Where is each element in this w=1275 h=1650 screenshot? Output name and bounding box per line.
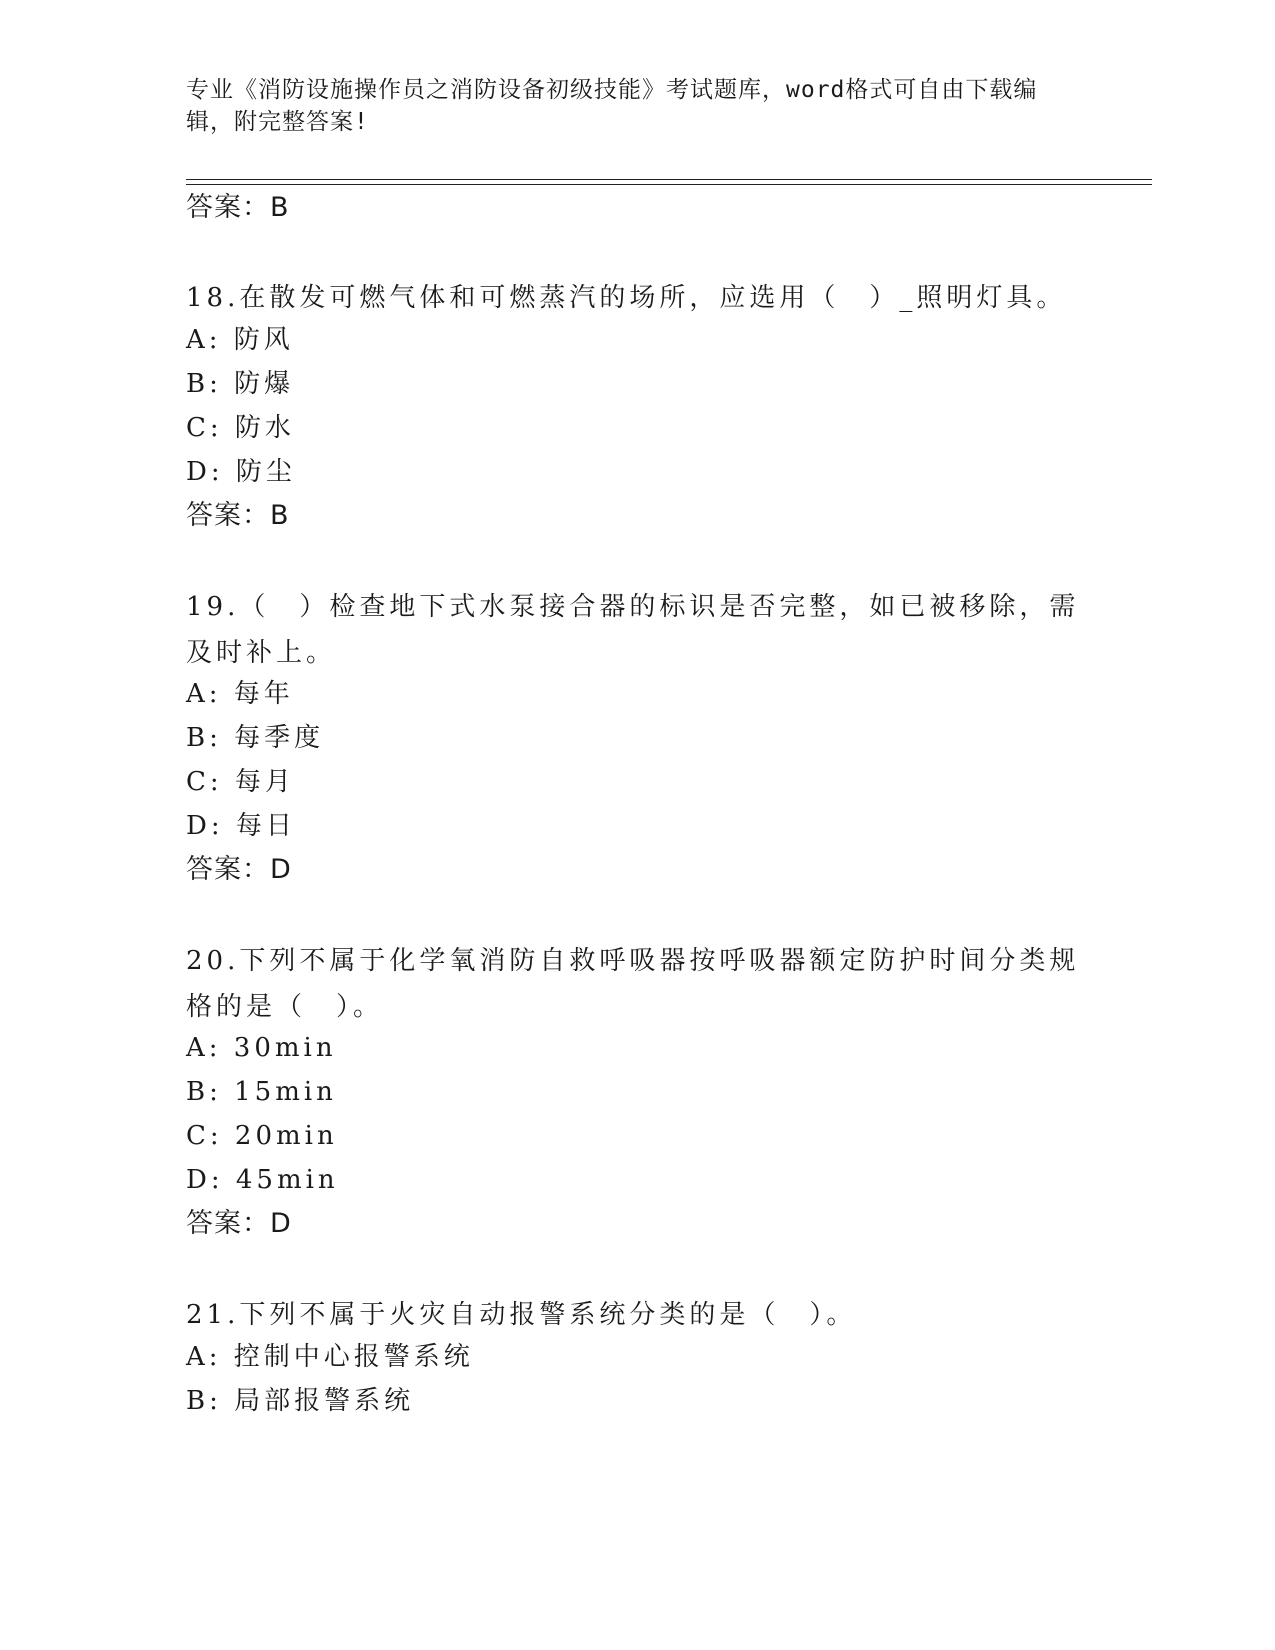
option-a: A: 防风 <box>186 325 294 355</box>
option-a: A: 控制中心报警系统 <box>186 1342 474 1372</box>
answer-line: 答案：D <box>186 1208 292 1239</box>
header-rule-bottom <box>186 184 1152 185</box>
option-d: D: 45min <box>186 1165 339 1195</box>
option-c: C: 20min <box>186 1121 338 1151</box>
option-b: B: 15min <box>186 1077 337 1107</box>
option-a: A: 30min <box>186 1033 337 1063</box>
option-c: C: 防水 <box>186 413 295 443</box>
question-21: 21.下列不属于火灾自动报警系统分类的是（ ）。 <box>186 1300 857 1330</box>
option-b: B: 每季度 <box>186 723 325 753</box>
option-b: B: 防爆 <box>186 369 295 399</box>
option-d: D: 每日 <box>186 811 296 841</box>
option-d: D: 防尘 <box>186 457 296 487</box>
answer-line: 答案：D <box>186 854 292 885</box>
page-header: 专业《消防设施操作员之消防设备初级技能》考试题库，word格式可自由下载编辑，附完整答案! <box>186 77 1038 135</box>
option-b: B: 局部报警系统 <box>186 1386 415 1416</box>
option-a: A: 每年 <box>186 679 294 709</box>
option-c: C: 每月 <box>186 767 295 797</box>
question-20: 20.下列不属于化学氧消防自救呼吸器按呼吸器额定防护时间分类规格的是（ ）。 <box>186 946 1080 1022</box>
question-19: 19.（ ）检查地下式水泵接合器的标识是否完整，如已被移除，需及时补上。 <box>186 592 1080 668</box>
question-18: 18.在散发可燃气体和可燃蒸汽的场所，应选用（ ）_照明灯具。 <box>186 283 1067 313</box>
answer-line: 答案：B <box>186 192 290 223</box>
answer-line: 答案：B <box>186 500 290 531</box>
header-rule-top <box>186 179 1152 180</box>
